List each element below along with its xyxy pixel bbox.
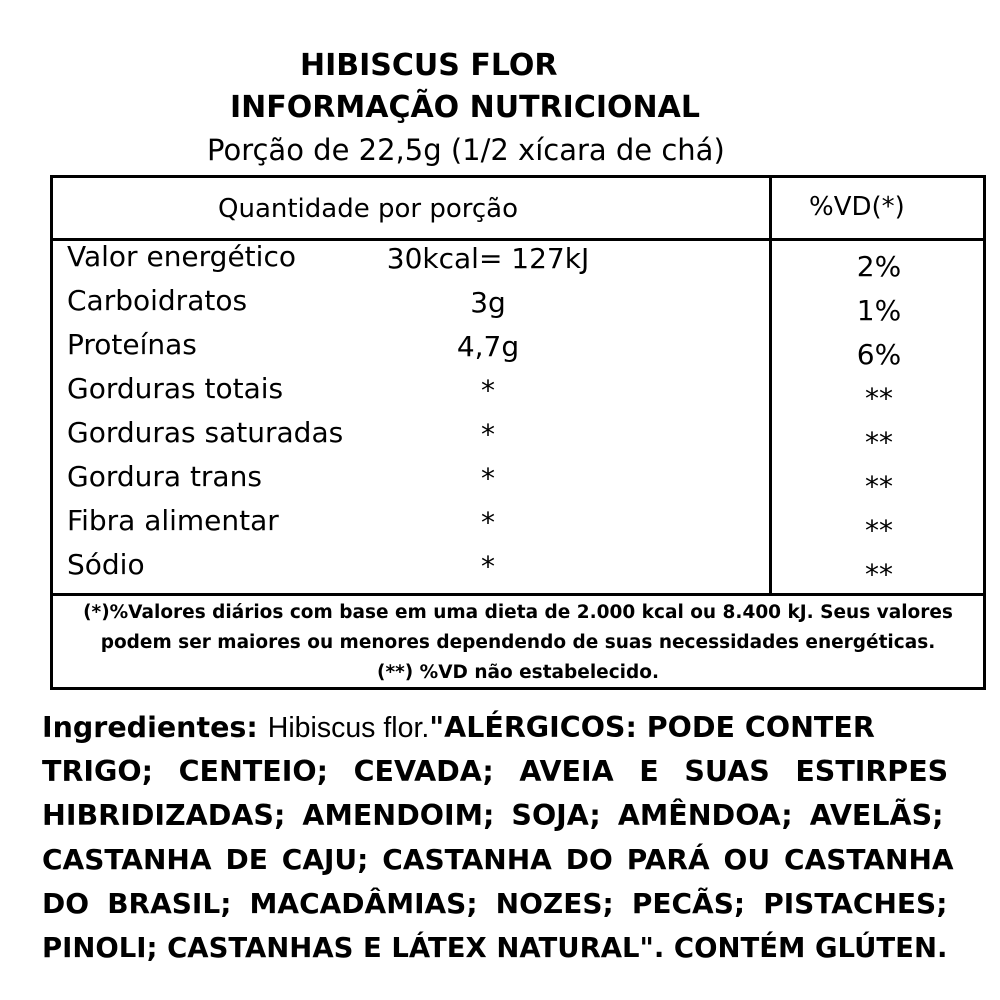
footnote-divider — [53, 593, 983, 596]
nutrient-amount: * — [481, 462, 495, 495]
nutrient-name: Fibra alimentar — [67, 504, 279, 537]
table-row — [53, 416, 983, 460]
portion-size: Porção de 22,5g (1/2 xícara de chá) — [207, 133, 725, 167]
nutrient-name: Proteínas — [67, 328, 197, 361]
footnote-line: podem ser maiores ou menores dependendo de suas necessidades energéticas. — [100, 632, 936, 653]
nutrient-vd: ** — [865, 514, 893, 547]
table-row — [53, 504, 983, 548]
nutrient-name: Valor energético — [67, 240, 296, 273]
nutrient-name: Gorduras totais — [67, 372, 284, 405]
footnote — [53, 598, 983, 688]
nutrient-name: Carboidratos — [67, 284, 248, 317]
ingredients-line — [42, 706, 958, 750]
allergens-intro: "ALÉRGICOS: PODE CONTER — [429, 711, 875, 744]
nutrient-amount: * — [481, 506, 495, 539]
nutrient-vd: 6% — [856, 338, 902, 371]
nutrient-vd: ** — [865, 382, 893, 415]
footnote-line: (**) %VD não estabelecido. — [376, 662, 659, 683]
allergens-line — [42, 882, 958, 926]
table-row — [53, 372, 983, 416]
allergens-text: DO BRASIL; MACADÂMIAS; NOZES; PECÃS; PISTACHES; — [42, 887, 948, 920]
quantity-header: Quantidade por porção — [218, 194, 519, 224]
table-row — [53, 284, 983, 328]
nutrient-vd: ** — [865, 558, 893, 591]
panel-title: INFORMAÇÃO NUTRICIONAL — [230, 90, 700, 125]
nutrient-amount: * — [481, 374, 495, 407]
nutrient-vd: 2% — [856, 250, 902, 283]
nutrient-name: Gordura trans — [67, 460, 262, 493]
allergens-text: PINOLI; CASTANHAS E LÁTEX NATURAL". CONTÉM GLÚTEN. — [42, 932, 948, 964]
allergens-line — [42, 794, 958, 838]
nutrient-amount: 30kcal= 127kJ — [386, 242, 590, 275]
nutrition-table — [50, 175, 986, 690]
allergens-text: CASTANHA DE CAJU; CASTANHA DO PARÁ OU CASTANHA — [42, 843, 954, 876]
allergens-line — [42, 750, 958, 794]
allergens-line — [42, 926, 958, 970]
product-name: HIBISCUS FLOR — [300, 48, 558, 83]
vd-header: %VD(*) — [809, 192, 905, 222]
table-row — [53, 548, 983, 592]
allergens-text: TRIGO; CENTEIO; CEVADA; AVEIA E SUAS ESTIRPES — [42, 755, 949, 788]
ingredients-value: Hibiscus flor. — [267, 712, 430, 744]
nutrient-amount: * — [481, 550, 495, 583]
nutrient-name: Sódio — [67, 548, 145, 581]
nutrient-amount: 3g — [470, 286, 506, 319]
table-row — [53, 328, 983, 372]
ingredients-label: Ingredientes: — [42, 711, 258, 744]
nutrient-name: Gorduras saturadas — [67, 416, 344, 449]
ingredients-block — [42, 706, 958, 970]
nutrient-amount: 4,7g — [456, 330, 520, 363]
nutrient-vd: 1% — [856, 294, 902, 327]
nutrient-amount: * — [481, 418, 495, 451]
nutrient-vd: ** — [865, 470, 893, 503]
nutrient-vd: ** — [865, 426, 893, 459]
ingredients-label-group — [42, 706, 875, 750]
table-row — [53, 240, 983, 284]
table-row — [53, 460, 983, 504]
allergens-text: HIBRIDIZADAS; AMENDOIM; SOJA; AMÊNDOA; AVELÃS; — [42, 799, 944, 832]
allergens-line — [42, 838, 958, 882]
footnote-line: (*)%Valores diários com base em uma dieta de 2.000 kcal ou 8.400 kJ. Seus valores — [83, 602, 953, 623]
